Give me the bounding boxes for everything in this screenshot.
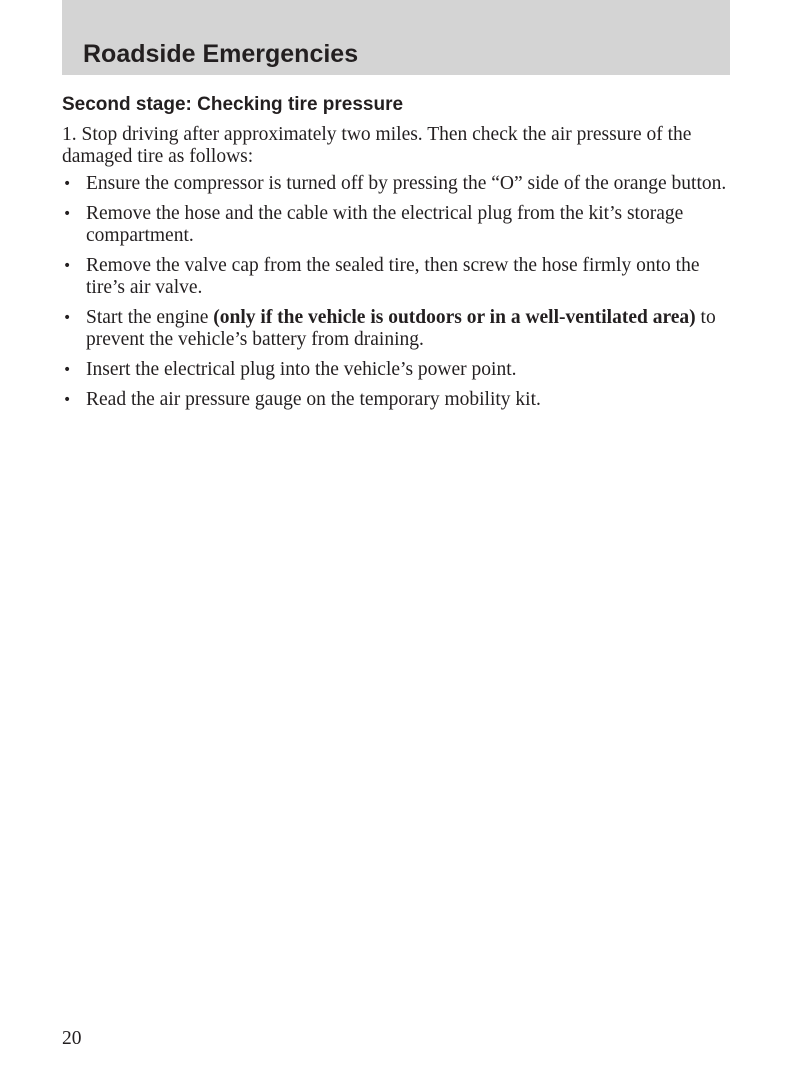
list-item bbox=[62, 255, 730, 299]
list-item-warning: (only if the vehicle is outdoors or in a well-ventilated area) bbox=[213, 307, 696, 328]
intro-paragraph: 1. Stop driving after approximately two miles. Then check the air pressure of the damaged tire as follows: bbox=[62, 124, 692, 167]
list-item bbox=[62, 203, 730, 247]
bullet-icon: • bbox=[63, 392, 72, 408]
list-item-text: Remove the hose and the cable with the electrical plug from the kit’s storage compartment. bbox=[86, 203, 684, 246]
page-title: Roadside Emergencies bbox=[83, 40, 359, 68]
list-item-text: Read the air pressure gauge on the temporary mobility kit. bbox=[86, 389, 541, 410]
bullet-icon: • bbox=[63, 258, 72, 274]
instruction-list bbox=[62, 173, 730, 411]
list-item-text: Remove the valve cap from the sealed tire, then screw the hose firmly onto the tire’s air valve. bbox=[86, 255, 700, 298]
content-area bbox=[62, 92, 730, 419]
list-item bbox=[62, 359, 730, 381]
list-item-text: Insert the electrical plug into the vehicle’s power point. bbox=[86, 359, 517, 380]
page-number: 20 bbox=[62, 1028, 82, 1049]
list-item bbox=[62, 389, 730, 411]
bullet-icon: • bbox=[63, 206, 72, 222]
bullet-icon: • bbox=[63, 362, 72, 378]
list-item-text-after: to prevent the vehicle’s battery from draining. bbox=[86, 307, 716, 350]
bullet-icon: • bbox=[63, 176, 72, 192]
list-item bbox=[62, 307, 730, 351]
list-item-text-before: Start the engine bbox=[86, 307, 214, 328]
section-heading: Second stage: Checking tire pressure bbox=[62, 94, 404, 115]
header-band bbox=[62, 0, 730, 75]
list-item bbox=[62, 173, 730, 195]
bullet-icon: • bbox=[63, 310, 72, 326]
list-item-text: Ensure the compressor is turned off by pressing the “O” side of the orange button. bbox=[86, 173, 727, 194]
